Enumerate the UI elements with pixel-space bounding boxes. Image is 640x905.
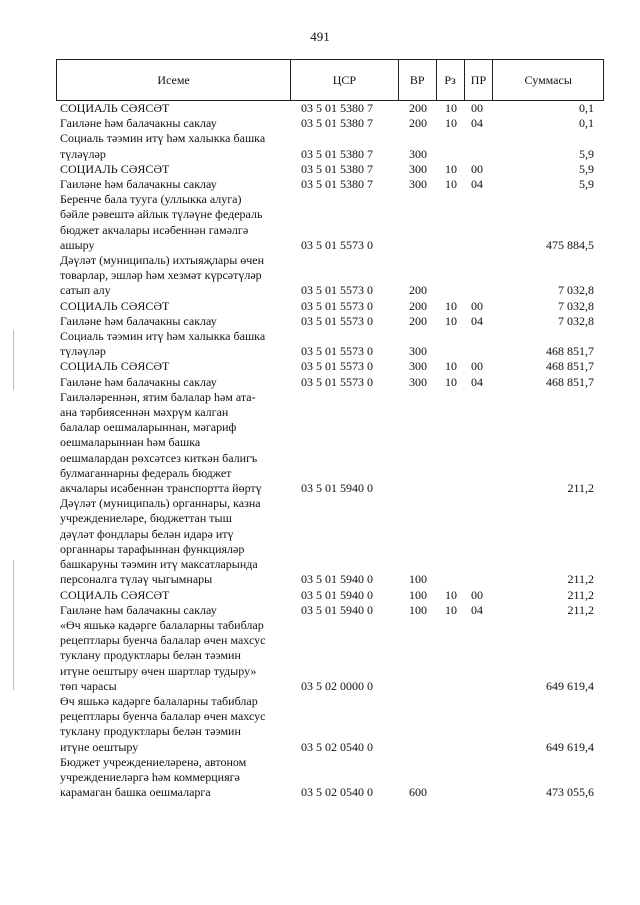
row-name-line: башкаруны тәэмин итү максатларында [60, 557, 258, 572]
table-row [56, 375, 604, 390]
header-sum: Суммасы [524, 72, 572, 87]
row-name [56, 588, 291, 603]
row-name-line: түләүләр [60, 344, 106, 359]
row-name-line: Социаль тәэмин итү һәм халыкка башка [60, 131, 266, 146]
row-name-line: ашыру [60, 237, 95, 252]
row-name-line: балалар оешмаларыннан, мәгариф [60, 420, 237, 435]
row-name-line: учреждениеләре, бюджеттан тыш [60, 511, 232, 526]
row-name-line: бюджет акчалары исәбеннән гамәлгә [60, 222, 249, 237]
row-name-line: Беренче бала туугa (уллыкка алуга) [60, 192, 242, 207]
header-rz: Рз [437, 60, 465, 100]
row-name-line: Гаиләне һәм балачакны саклау [60, 177, 217, 192]
row-name-line: Бюджет учреждениеләренә, автоном [60, 754, 247, 769]
row-rz: 10 [445, 101, 457, 115]
row-pr: 00 [471, 359, 483, 374]
row-sum: 468 851,7 [546, 374, 594, 389]
row-name-line: Өч яшькә кадәрге балаларны табиблар [60, 693, 258, 708]
row-name-line: оешмаларыннан һәм башка [60, 435, 201, 450]
row-name-line: органнары тарафыннан функцияләр [60, 541, 245, 556]
row-name-line: итүне оештыру өчен шартлар тудыру» [60, 663, 257, 678]
row-name-line: учреждениеләргә һәм коммерциягә [60, 769, 240, 784]
row-name-line: Социаль тәэмин итү һәм халыкка башка [60, 329, 266, 344]
row-name [56, 694, 291, 755]
row-name-line: СОЦИАЛЬ СӘЯСӘТ [60, 161, 170, 176]
row-name-line: бәйле рәвештә айлык түләүне федераль [60, 207, 263, 222]
page-number: 491 [310, 29, 330, 44]
row-csr: 03 5 01 5380 7 [301, 146, 373, 161]
row-name-line: персоналга түләү чыгымнары [60, 572, 213, 587]
row-name-line: СОЦИАЛЬ СӘЯСӘТ [60, 587, 170, 602]
row-pr: 04 [471, 116, 483, 131]
row-pr: 04 [471, 313, 483, 328]
row-sum: 0,1 [579, 101, 594, 115]
row-name-line: Гаиләләреннән, ятим балалар һәм ата- [60, 389, 256, 404]
table-row [56, 162, 604, 177]
row-vr: 200 [409, 283, 427, 298]
table-row [56, 131, 604, 161]
row-name [56, 116, 291, 131]
row-csr: 03 5 01 5940 0 [301, 572, 373, 587]
row-name-line: Гаиләне һәм балачакны саклау [60, 602, 217, 617]
table-row [56, 496, 604, 587]
row-rz: 10 [445, 298, 457, 313]
row-name-line: «Өч яшькә кадәрге балаларны табиблар [60, 617, 264, 632]
row-rz: 10 [445, 587, 457, 602]
row-vr: 300 [409, 344, 427, 359]
row-name [56, 253, 291, 299]
row-sum: 211,2 [567, 481, 594, 496]
row-rz: 10 [445, 374, 457, 389]
row-name-line: оешмалардан рөхсәтсез киткән балигъ [60, 450, 258, 465]
row-sum: 5,9 [579, 146, 594, 161]
row-rz: 10 [445, 313, 457, 328]
scan-margin-mark [13, 560, 14, 690]
row-name-line: туклану продуктлары белән тәэмин [60, 724, 241, 739]
row-name [56, 314, 291, 329]
table-header [56, 59, 604, 101]
row-vr: 600 [409, 785, 427, 800]
table-row [56, 253, 604, 299]
row-sum: 0,1 [579, 116, 594, 131]
row-csr: 03 5 02 0540 0 [301, 785, 373, 800]
row-vr: 100 [409, 602, 427, 617]
header-vr: ВР [399, 60, 437, 100]
row-rz: 10 [445, 116, 457, 131]
row-vr: 300 [409, 161, 427, 176]
row-name [56, 162, 291, 177]
row-rz: 10 [445, 602, 457, 617]
row-sum: 475 884,5 [546, 237, 594, 252]
table-body [56, 101, 604, 800]
row-vr: 200 [409, 116, 427, 131]
header-pr: ПР [465, 60, 494, 100]
row-pr: 00 [471, 101, 483, 115]
row-pr: 00 [471, 587, 483, 602]
row-name [56, 329, 291, 359]
table-row [56, 299, 604, 314]
row-name [56, 390, 291, 496]
row-name-line: Гаиләне һәм балачакны саклау [60, 313, 217, 328]
row-csr: 03 5 01 5573 0 [301, 359, 373, 374]
row-csr: 03 5 01 5573 0 [301, 283, 373, 298]
row-sum: 5,9 [579, 161, 594, 176]
row-vr: 300 [409, 177, 427, 192]
row-vr: 100 [409, 572, 427, 587]
row-csr: 03 5 01 5573 0 [301, 344, 373, 359]
row-name-line: акчалары исәбеннән транспортта йөртү [60, 481, 262, 496]
row-csr: 03 5 01 5573 0 [301, 237, 373, 252]
row-name-line: СОЦИАЛЬ СӘЯСӘТ [60, 359, 170, 374]
row-name [56, 131, 291, 161]
row-sum: 7 032,8 [558, 283, 594, 298]
table-row [56, 618, 604, 694]
row-csr: 03 5 01 5573 0 [301, 374, 373, 389]
row-rz: 10 [445, 359, 457, 374]
row-csr: 03 5 01 5940 0 [301, 587, 373, 602]
row-vr: 200 [409, 101, 427, 115]
row-name-line: сатып алу [60, 283, 111, 298]
row-csr: 03 5 01 5380 7 [301, 161, 373, 176]
row-rz: 10 [445, 177, 457, 192]
table-row [56, 116, 604, 131]
row-name [56, 496, 291, 587]
row-name [56, 755, 291, 801]
row-name [56, 359, 291, 374]
table-row [56, 329, 604, 359]
table-row [56, 588, 604, 603]
row-name-line: Дәүләт (муниципаль) органнары, казна [60, 496, 261, 511]
row-csr: 03 5 01 5573 0 [301, 298, 373, 313]
row-sum: 468 851,7 [546, 344, 594, 359]
row-sum: 5,9 [579, 177, 594, 192]
row-name [56, 299, 291, 314]
row-csr: 03 5 01 5573 0 [301, 313, 373, 328]
row-vr: 300 [409, 146, 427, 161]
row-name-line: ана тәрбиясеннән мәхрүм калган [60, 405, 229, 420]
row-csr: 03 5 01 5380 7 [301, 116, 373, 131]
row-vr: 300 [409, 359, 427, 374]
header-csr: ЦСР [291, 60, 399, 100]
row-name-line: карамаган башка оешмаларга [60, 785, 211, 800]
row-vr: 200 [409, 313, 427, 328]
row-name-line: төп чарасы [60, 678, 117, 693]
row-name [56, 192, 291, 253]
table-row [56, 101, 604, 116]
row-csr: 03 5 01 5380 7 [301, 101, 373, 115]
row-name-line: СОЦИАЛЬ СӘЯСӘТ [60, 298, 170, 313]
table-row [56, 314, 604, 329]
table-row [56, 177, 604, 192]
row-name-line: итүне оештыру [60, 739, 139, 754]
row-csr: 03 5 01 5940 0 [301, 602, 373, 617]
row-name-line: Гаиләне һәм балачакны саклау [60, 116, 217, 131]
row-pr: 00 [471, 161, 483, 176]
row-csr: 03 5 02 0540 0 [301, 739, 373, 754]
row-name-line: СОЦИАЛЬ СӘЯСӘТ [60, 101, 170, 115]
row-sum: 649 619,4 [546, 678, 594, 693]
row-csr: 03 5 02 0000 0 [301, 678, 373, 693]
row-vr: 300 [409, 374, 427, 389]
table-row [56, 755, 604, 801]
row-name [56, 375, 291, 390]
row-name-line: товарлар, эшләр һәм хезмәт күрсәтүләр [60, 268, 262, 283]
row-sum: 211,2 [567, 572, 594, 587]
row-name-line: түләүләр [60, 146, 106, 161]
row-vr: 200 [409, 298, 427, 313]
row-name-line: Гаиләне һәм балачакны саклау [60, 374, 217, 389]
row-pr: 04 [471, 602, 483, 617]
row-pr: 00 [471, 298, 483, 313]
row-name-line: Дәүләт (муниципаль) ихтыяҗлары өчен [60, 253, 265, 268]
row-csr: 03 5 01 5940 0 [301, 481, 373, 496]
row-name-line: рецептлары буенча балалар өчен махсус [60, 709, 266, 724]
row-name-line: туклану продуктлары белән тәэмин [60, 648, 241, 663]
row-name-line: булмаганнарны федераль бюджет [60, 465, 232, 480]
row-vr: 100 [409, 587, 427, 602]
row-sum: 211,2 [567, 602, 594, 617]
table-row [56, 192, 604, 253]
row-name [56, 177, 291, 192]
row-sum: 473 055,6 [546, 785, 594, 800]
table-row [56, 390, 604, 496]
table-row [56, 359, 604, 374]
header-name: Исеме [57, 60, 291, 100]
row-sum: 468 851,7 [546, 359, 594, 374]
row-rz: 10 [445, 161, 457, 176]
table-row [56, 694, 604, 755]
row-name [56, 618, 291, 694]
row-sum: 211,2 [567, 587, 594, 602]
row-sum: 7 032,8 [558, 298, 594, 313]
row-name [56, 101, 291, 116]
row-csr: 03 5 01 5380 7 [301, 177, 373, 192]
row-name [56, 603, 291, 618]
row-pr: 04 [471, 177, 483, 192]
row-pr: 04 [471, 374, 483, 389]
row-name-line: дәүләт фондлары белән идарә итү [60, 526, 234, 541]
row-name-line: рецептлары буенча балалар өчен махсус [60, 633, 266, 648]
scan-margin-mark [13, 330, 14, 390]
table-row [56, 603, 604, 618]
row-sum: 7 032,8 [558, 313, 594, 328]
row-sum: 649 619,4 [546, 739, 594, 754]
